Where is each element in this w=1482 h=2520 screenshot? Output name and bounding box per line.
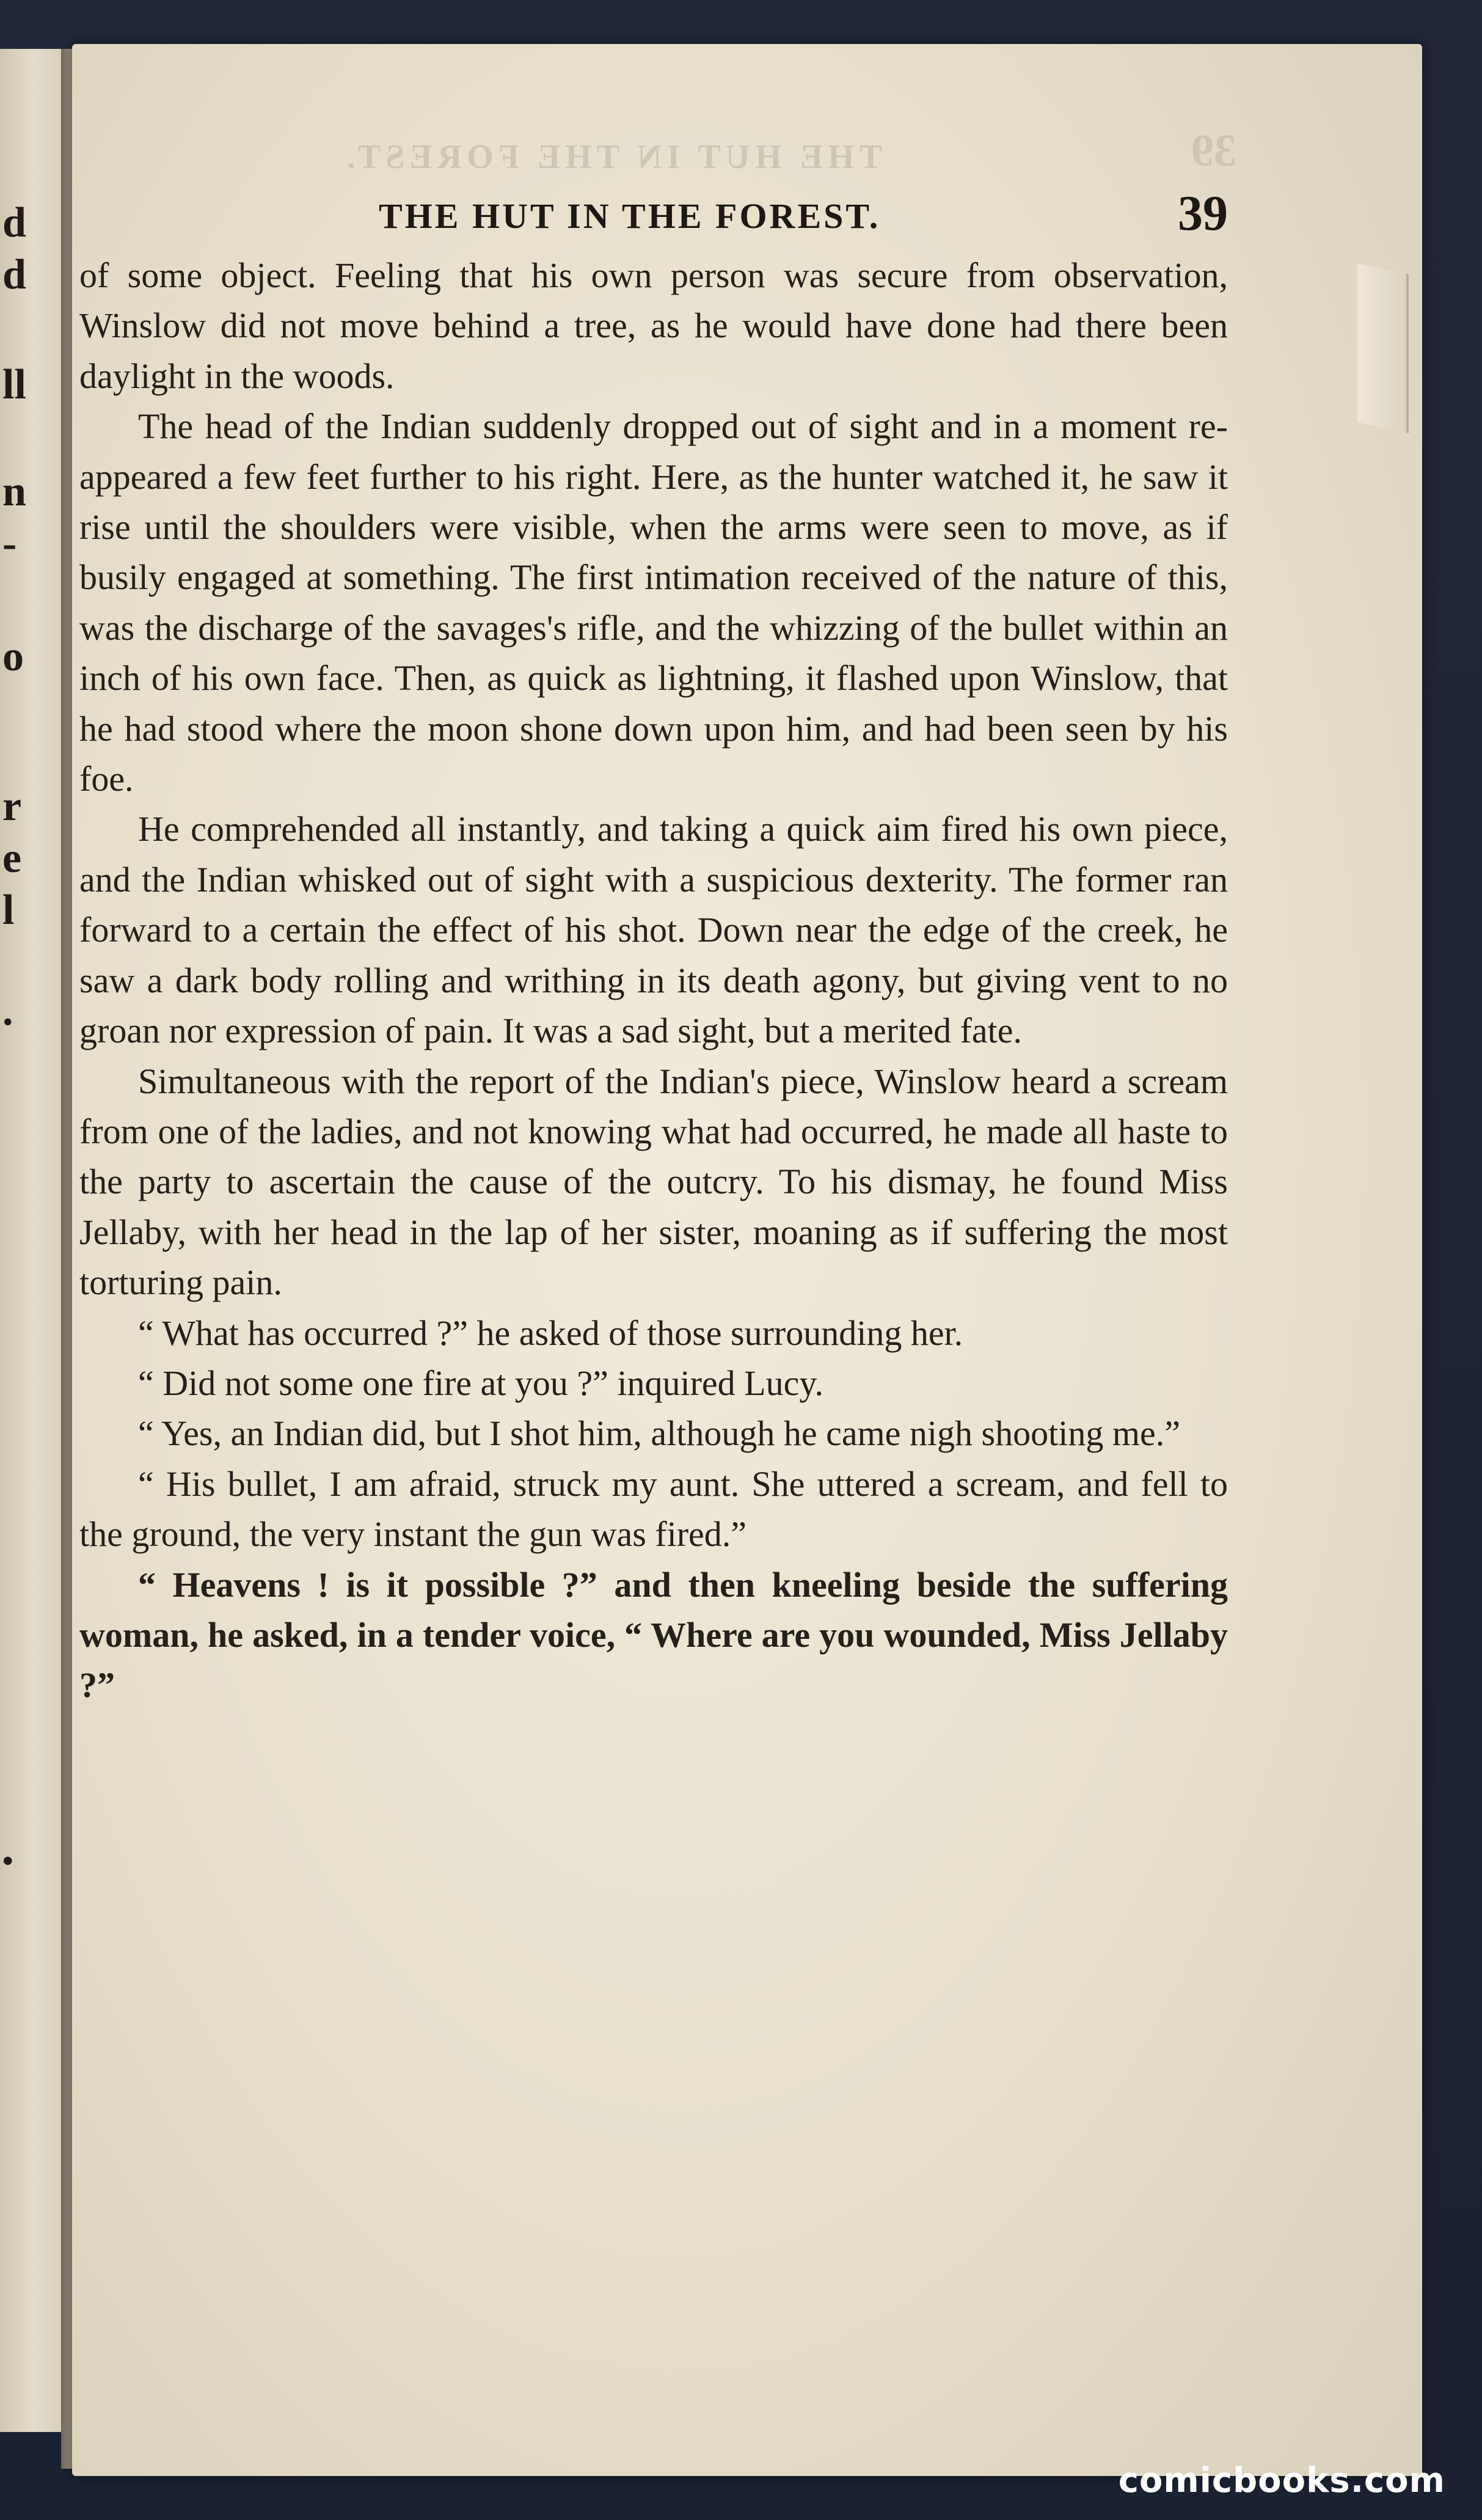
previous-page-letter: • bbox=[2, 1844, 13, 1878]
page-fold-tab bbox=[1357, 263, 1409, 433]
running-head: THE HUT IN THE FOREST. bbox=[379, 196, 881, 236]
previous-page-edge bbox=[0, 49, 63, 2432]
watermark: comicbooks.com bbox=[1118, 2461, 1445, 2500]
previous-page-letter: . bbox=[2, 987, 13, 1035]
previous-page-letter: o bbox=[2, 633, 24, 680]
paragraph: Simultaneous with the report of the Indian's piece, Winslow heard a scream from one of the ladies, and not knowing what had occurred, he made all haste to the party to ascertain the cause of the outcry. To his dismay, he found Miss Jellaby, with her head in the lap of her sister, moaning as if suffering the most torturing pain. bbox=[79, 1061, 1228, 1303]
previous-page-letter: n bbox=[2, 468, 26, 515]
page-header bbox=[79, 183, 1228, 244]
previous-page-letter: ll bbox=[2, 361, 26, 408]
paragraph: “ Yes, an Indian did, but I shot him, although he came nigh shooting me.” bbox=[138, 1413, 1180, 1454]
show-through-page-number: 39 bbox=[1191, 126, 1236, 176]
previous-page-letter: d bbox=[2, 251, 26, 298]
previous-page-letter: d bbox=[2, 199, 26, 246]
previous-page-letter: l bbox=[2, 887, 15, 934]
body-text bbox=[79, 251, 1228, 1711]
previous-page-letter: e bbox=[2, 835, 22, 882]
previous-page-letter: - bbox=[2, 520, 17, 567]
paragraph: “ His bullet, I am afraid, struck my aunt. She uttered a scream, and fell to the ground, the very instant the gun was fired.” bbox=[79, 1463, 1228, 1555]
paragraph: “ Did not some one fire at you ?” inquired Lucy. bbox=[138, 1363, 824, 1403]
show-through-heading: THE HUT IN THE FOREST. bbox=[342, 138, 882, 176]
paragraph: “ What has occurred ?” he asked of those surrounding her. bbox=[138, 1313, 963, 1353]
page-number: 39 bbox=[1178, 185, 1228, 241]
paragraph: The head of the Indian suddenly dropped out of sight and in a moment re-appeared a few feet further to his right. Here, as the hunter watched it, he saw it rise until the shoulders were visible, when the arms were seen to move, as if busily engaged at something. The first intimation received of the nature of this, was the discharge of the savages's rifle, and the whizzing of the bullet within an inch of his own face. Then, as quick as lightning, it flashed upon Winslow, that he had stood where the moon shone down upon him, and had been seen by his foe. bbox=[79, 406, 1228, 799]
paragraph: “ Heavens ! is it possible ?” and then kneeling beside the suffering woman, he asked, in a tender voice, “ Where are you wounded, Miss Jellaby ?” bbox=[79, 1564, 1228, 1705]
previous-page-letter: r bbox=[2, 783, 22, 830]
paragraph: He comprehended all instantly, and taking a quick aim fired his own piece, and the Indian whisked out of sight with a suspicious dexterity. The former ran forward to a certain the effect of his shot. Down near the edge of the creek, he saw a dark body rolling and writhing in its death agony, but giving vent to no groan nor expression of pain. It was a sad sight, but a merited fate. bbox=[79, 809, 1228, 1051]
paragraph: of some object. Feeling that his own person was secure from observation, Winslow did not move behind a tree, as he would have done had there been daylight in the woods. bbox=[79, 255, 1228, 396]
